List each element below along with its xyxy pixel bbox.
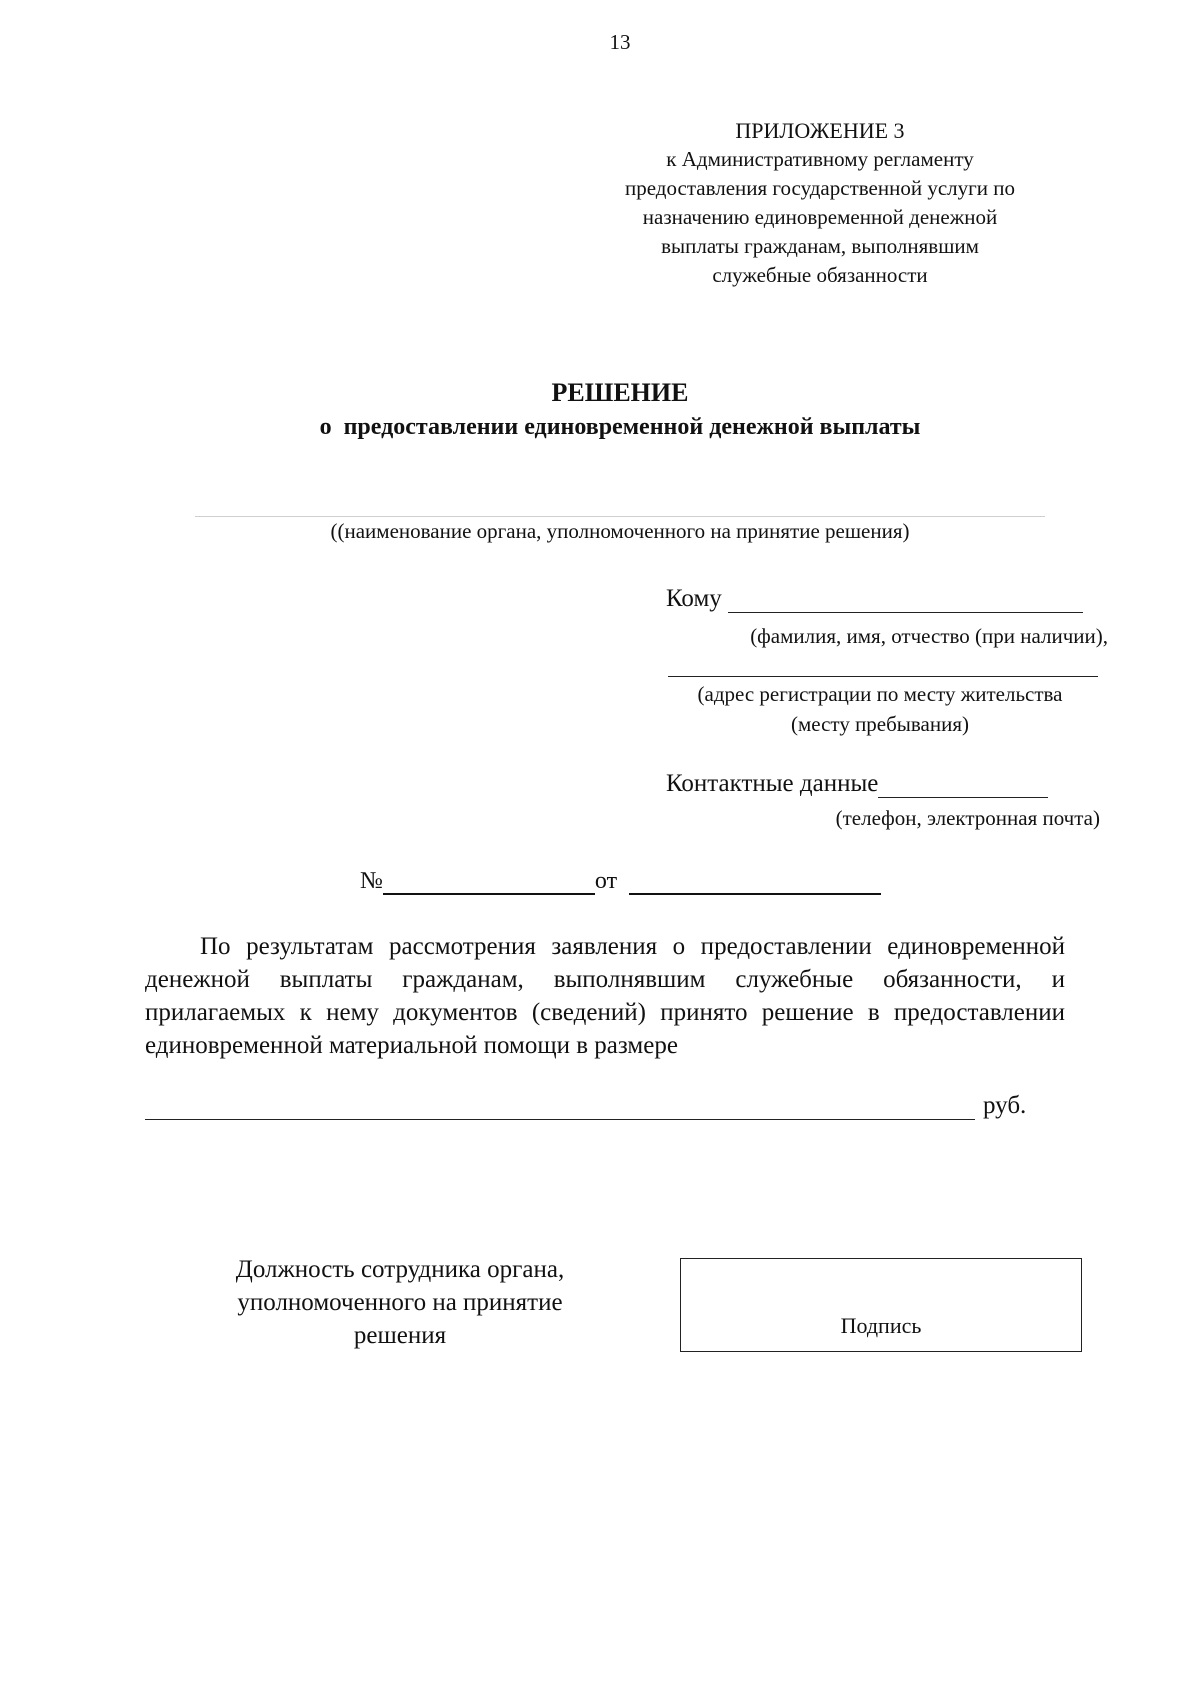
position-line: уполномоченного на принятие xyxy=(237,1289,563,1316)
decision-subtitle: о предоставлении единовременной денежной выплаты xyxy=(319,414,921,440)
recipient-address-caption xyxy=(650,679,1110,739)
address-caption-line: (месту пребывания) xyxy=(790,712,970,736)
recipient-name-caption: (фамилия, имя, отчество (при наличии), xyxy=(750,624,1108,648)
recipient-address-fill-line xyxy=(668,676,1098,677)
contacts-fill-line xyxy=(878,777,1048,798)
decision-date-fill-line xyxy=(629,875,881,895)
appendix-title: ПРИЛОЖЕНИЕ 3 xyxy=(735,118,905,143)
document-title xyxy=(0,376,1200,444)
employee-position-label xyxy=(200,1253,600,1352)
appendix-line: назначению единовременной денежной xyxy=(642,205,998,229)
recipient-name-fill-line xyxy=(728,592,1083,613)
number-sign: № xyxy=(360,868,383,894)
page-number: 13 xyxy=(609,30,631,54)
appendix-line: предоставления государственной услуги по xyxy=(625,176,1015,200)
organization-fill-line xyxy=(195,516,1045,517)
decision-number-row xyxy=(360,868,881,895)
appendix-line: к Административному регламенту xyxy=(666,147,974,171)
decision-title: РЕШЕНИЕ xyxy=(551,378,689,407)
organization-caption: ((наименование органа, уполномоченного на принятие решения) xyxy=(330,519,910,543)
date-from-label: от xyxy=(594,868,618,894)
contacts-label: Контактные данные xyxy=(666,770,879,797)
position-line: Должность сотрудника органа, xyxy=(235,1256,565,1283)
address-caption-line: (адрес регистрации по месту жительства xyxy=(697,682,1063,706)
recipient-row xyxy=(666,585,1083,613)
amount-unit: руб. xyxy=(983,1092,1027,1119)
appendix-line: служебные обязанности xyxy=(712,263,928,287)
contacts-caption: (телефон, электронная почта) xyxy=(835,806,1100,830)
amount-fill-line xyxy=(145,1101,975,1120)
position-line: решения xyxy=(353,1322,447,1349)
amount-row xyxy=(145,1092,1026,1120)
contacts-row xyxy=(666,770,1048,798)
signature-label: Подпись xyxy=(840,1313,922,1338)
decision-body-text: По результатам рассмотрения заявления о предоставлении единовременной денежной выплаты гражданам, выполнявшим служебные обязанности, и прилагаемых к нему документов (сведений) принято решение в предоставлении единовременной материальной помощи в размере xyxy=(145,933,1065,1059)
decision-number-fill-line xyxy=(383,875,595,895)
appendix-header xyxy=(560,116,1080,290)
recipient-label: Кому xyxy=(666,585,722,612)
appendix-line: выплаты гражданам, выполнявшим xyxy=(661,234,979,258)
